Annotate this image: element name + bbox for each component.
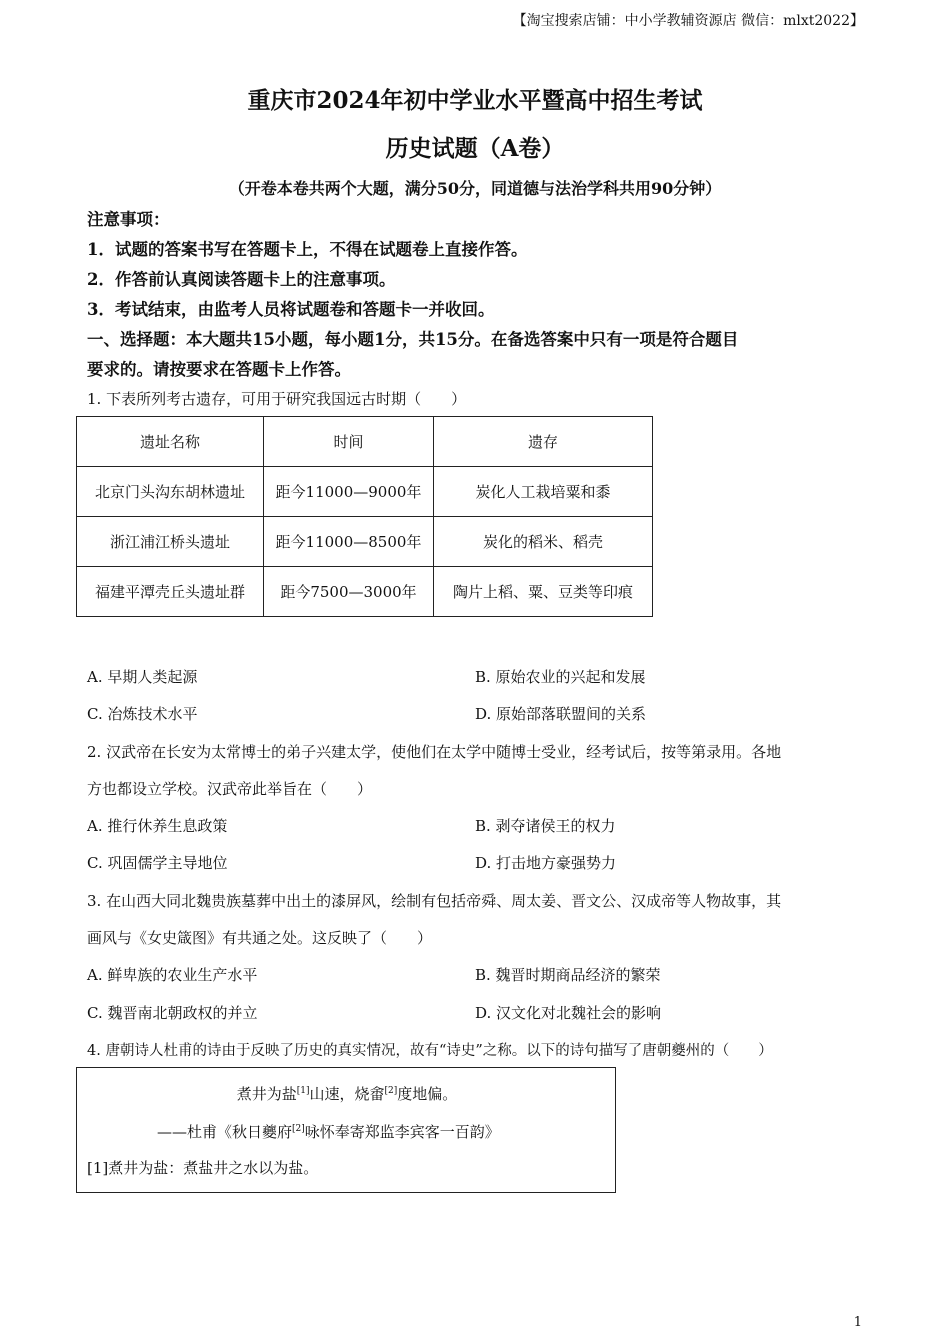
poem-verse-part: 山速，烧畬 <box>309 1085 385 1103</box>
table-cell: 距今11000—9000年 <box>264 467 434 517</box>
table-cell: 距今7500—3000年 <box>264 567 434 617</box>
header-note: 【淘宝搜索店铺：中小学教辅资源店 微信：mlxt2022】 <box>512 13 864 29</box>
table-cell: 距今11000—8500年 <box>264 517 434 567</box>
poem-source-part: ——杜甫《秋日夔府 <box>157 1123 293 1141</box>
question-1-stem: 1. 下表所列考古遗存，可用于研究我国远古时期（ ） <box>87 390 467 408</box>
question-3-option-a: A. 鲜卑族的农业生产水平 <box>87 966 258 984</box>
question-1-option-a: A. 早期人类起源 <box>87 668 198 686</box>
question-2-option-c: C. 巩固儒学主导地位 <box>87 854 228 872</box>
question-3-stem-cont: 画风与《女史箴图》有共通之处。这反映了（ ） <box>87 929 433 947</box>
table-cell: 福建平潭壳丘头遗址群 <box>77 567 264 617</box>
footnote-marker: [2] <box>292 1124 305 1134</box>
footnote-marker: [2] <box>384 1086 398 1096</box>
table-cell: 陶片上稻、粟、豆类等印痕 <box>434 567 653 617</box>
table-cell: 浙江浦江桥头遗址 <box>77 517 264 567</box>
question-2-stem: 2. 汉武帝在长安为太常博士的弟子兴建太学，使他们在太学中随博士受业，经考试后，按等第录用。各地 <box>87 743 782 761</box>
question-3-option-d: D. 汉文化对北魏社会的影响 <box>475 1004 662 1022</box>
table-header-row <box>77 417 653 467</box>
table-row <box>77 517 653 567</box>
table-cell: 炭化人工栽培粟和黍 <box>434 467 653 517</box>
exam-subtitle: （开卷本卷共两个大题，满分50分，同道德与法治学科共用90分钟） <box>228 179 722 198</box>
question-1-option-c: C. 冶炼技术水平 <box>87 705 198 723</box>
page-number: 1 <box>853 1315 862 1330</box>
table-row <box>77 567 653 617</box>
relics-table <box>76 416 653 617</box>
question-3-option-b: B. 魏晋时期商品经济的繁荣 <box>475 966 661 984</box>
section-heading: 一、选择题：本大题共15小题，每小题1分，共15分。在备选答案中只有一项是符合题目 <box>87 330 739 349</box>
poem-footnote: [1]煮井为盐：煮盐井之水以为盐。 <box>87 1159 319 1177</box>
table-cell: 炭化的稻米、稻壳 <box>434 517 653 567</box>
poem-verse-part: 度地偏。 <box>397 1085 458 1103</box>
table-cell: 北京门头沟东胡林遗址 <box>77 467 264 517</box>
footnote-marker: [1] <box>296 1086 310 1096</box>
question-1-option-d: D. 原始部落联盟间的关系 <box>475 705 647 723</box>
section-heading-cont: 要求的。请按要求在答题卡上作答。 <box>87 360 351 379</box>
table-row <box>77 467 653 517</box>
poem-quote-box <box>76 1067 616 1193</box>
page-title: 重庆市2024年初中学业水平暨高中招生考试 <box>247 87 703 114</box>
exam-subject-title: 历史试题（A卷） <box>385 135 565 162</box>
poem-verse-part: 煮井为盐 <box>236 1085 297 1103</box>
notice-item: 3．考试结束，由监考人员将试题卷和答题卡一并收回。 <box>87 300 495 319</box>
question-1-option-b: B. 原始农业的兴起和发展 <box>475 668 646 686</box>
notice-item: 2．作答前认真阅读答题卡上的注意事项。 <box>87 270 396 289</box>
poem-source <box>157 1121 500 1142</box>
question-2-option-b: B. 剥夺诸侯王的权力 <box>475 817 616 835</box>
notice-heading: 注意事项： <box>87 210 170 229</box>
notice-item: 1．试题的答案书写在答题卡上，不得在试题卷上直接作答。 <box>87 240 528 259</box>
poem-verse <box>77 1083 617 1104</box>
question-2-option-a: A. 推行休养生息政策 <box>87 817 228 835</box>
table-header-cell: 时间 <box>264 417 434 467</box>
question-3-option-c: C. 魏晋南北朝政权的并立 <box>87 1004 258 1022</box>
question-4-stem: 4. 唐朝诗人杜甫的诗由于反映了历史的真实情况，故有“诗史”之称。以下的诗句描写了唐朝夔州的（ ） <box>87 1043 773 1059</box>
table-header-cell: 遗存 <box>434 417 653 467</box>
question-2-option-d: D. 打击地方豪强势力 <box>475 854 617 872</box>
poem-source-part: 咏怀奉寄郑监李宾客一百韵》 <box>304 1123 500 1141</box>
table-header-cell: 遗址名称 <box>77 417 264 467</box>
question-3-stem: 3. 在山西大同北魏贵族墓葬中出土的漆屏风，绘制有包括帝舜、周太姜、晋文公、汉成帝等人物故事，其 <box>87 892 782 910</box>
question-2-stem-cont: 方也都设立学校。汉武帝此举旨在（ ） <box>87 780 373 798</box>
